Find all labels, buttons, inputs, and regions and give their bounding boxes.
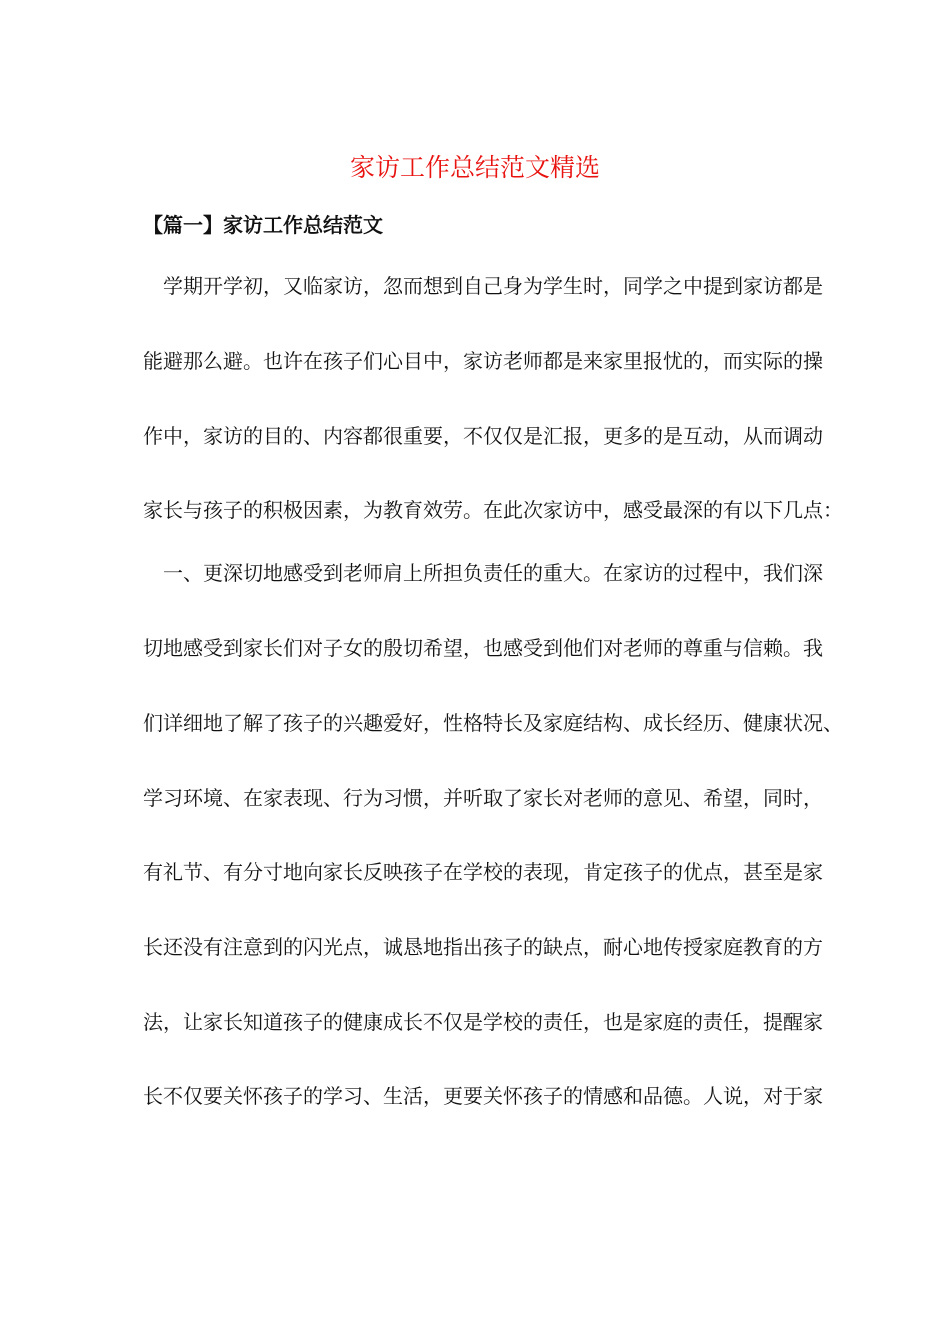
- paragraph-line: 们详细地了解了孩子的兴趣爱好，性格特长及家庭结构、成长经历、健康状况、: [143, 711, 843, 735]
- paragraph-line: 长不仅要关怀孩子的学习、生活，更要关怀孩子的情感和品德。人说，对于家: [143, 1084, 823, 1108]
- paragraph-line: 家长与孩子的积极因素，为教育效劳。在此次家访中，感受最深的有以下几点：: [143, 498, 843, 522]
- paragraph-line: 学习环境、在家表现、行为习惯，并听取了家长对老师的意见、希望，同时，: [143, 786, 823, 810]
- document-title: 家访工作总结范文精选: [349, 153, 600, 182]
- paragraph-line: 一、更深切地感受到老师肩上所担负责任的重大。在家访的过程中，我们深: [143, 561, 823, 585]
- paragraph-line: 切地感受到家长们对子女的殷切希望，也感受到他们对老师的尊重与信赖。我: [143, 636, 823, 660]
- paragraph-line: 有礼节、有分寸地向家长反映孩子在学校的表现，肯定孩子的优点，甚至是家: [143, 860, 823, 884]
- paragraph-line: 长还没有注意到的闪光点，诚恳地指出孩子的缺点，耐心地传授家庭教育的方: [143, 935, 823, 959]
- paragraph-line: 能避那么避。也许在孩子们心目中，家访老师都是来家里报忧的，而实际的操: [143, 349, 823, 373]
- paragraph-line: 学期开学初，又临家访，忽而想到自己身为学生时，同学之中提到家访都是: [143, 274, 823, 298]
- paragraph-line: 法，让家长知道孩子的健康成长不仅是学校的责任，也是家庭的责任，提醒家: [143, 1010, 823, 1034]
- paragraph-line: 作中，家访的目的、内容都很重要，不仅仅是汇报，更多的是互动，从而调动: [143, 424, 823, 448]
- section-heading: 【篇一】家访工作总结范文: [143, 213, 383, 237]
